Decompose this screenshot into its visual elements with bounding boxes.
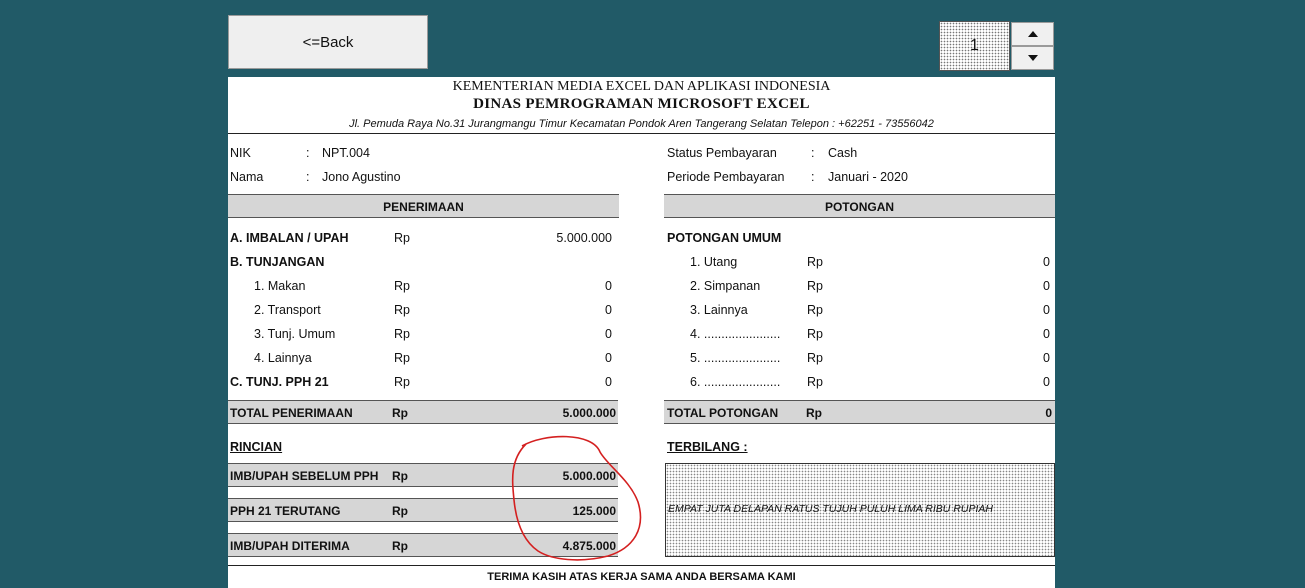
tunjangan-label: B. TUNJANGAN bbox=[230, 255, 325, 269]
lainnya-label: 4. Lainnya bbox=[254, 351, 312, 365]
annotation-circle bbox=[500, 430, 650, 565]
currency-label: Rp bbox=[394, 327, 410, 341]
arrow-down-icon bbox=[1028, 55, 1038, 61]
periode-label: Periode Pembayaran bbox=[667, 170, 785, 184]
page-number-field[interactable]: 1 bbox=[939, 21, 1010, 71]
terbilang-text: EMPAT JUTA DELAPAN RATUS TUJUH PULUH LIMA RIBU RUPIAH bbox=[668, 503, 993, 515]
currency-label: Rp bbox=[394, 279, 410, 293]
terbilang-box bbox=[665, 463, 1055, 557]
sebelum-pph-label: IMB/UPAH SEBELUM PPH bbox=[230, 469, 379, 483]
currency-label: Rp bbox=[392, 504, 408, 518]
currency-label: Rp bbox=[394, 375, 410, 389]
total-potongan-value: 0 bbox=[1045, 406, 1052, 420]
potongan-umum-label: POTONGAN UMUM bbox=[667, 231, 782, 245]
currency-label: Rp bbox=[392, 469, 408, 483]
potongan-item-6-label: 6. ...................... bbox=[690, 375, 781, 389]
colon: : bbox=[811, 146, 815, 160]
lainnya-value: 0 bbox=[605, 351, 612, 365]
potongan-lainnya-value: 0 bbox=[1043, 303, 1050, 317]
nama-value: Jono Agustino bbox=[322, 170, 401, 184]
currency-label: Rp bbox=[394, 303, 410, 317]
penerimaan-header bbox=[228, 194, 619, 218]
status-value: Cash bbox=[828, 146, 858, 160]
spin-down-button[interactable] bbox=[1011, 46, 1054, 70]
colon: : bbox=[811, 170, 815, 184]
nik-value: NPT.004 bbox=[322, 146, 370, 160]
potongan-item-5-label: 5. ...................... bbox=[690, 351, 781, 365]
simpanan-value: 0 bbox=[1043, 279, 1050, 293]
makan-label: 1. Makan bbox=[254, 279, 306, 293]
tunj-pph-value: 0 bbox=[605, 375, 612, 389]
total-potongan-label: TOTAL POTONGAN bbox=[667, 406, 779, 420]
arrow-up-icon bbox=[1028, 31, 1038, 37]
currency-label: Rp bbox=[392, 406, 408, 420]
agency-address: Jl. Pemuda Raya No.31 Jurangmangu Timur Kecamatan Pondok Aren Tangerang Selatan Telepon : +62251 - 73556042 bbox=[349, 118, 934, 130]
agency-title: DINAS PEMROGRAMAN MICROSOFT EXCEL bbox=[473, 96, 810, 112]
footer-text: TERIMA KASIH ATAS KERJA SAMA ANDA BERSAMA KAMI bbox=[487, 571, 796, 583]
total-penerimaan-row bbox=[228, 400, 618, 424]
tunj-pph-label: C. TUNJ. PPH 21 bbox=[230, 375, 329, 389]
currency-label: Rp bbox=[806, 406, 822, 420]
total-penerimaan-label: TOTAL PENERIMAAN bbox=[230, 406, 353, 420]
header-divider bbox=[228, 133, 1055, 134]
terbilang-title: TERBILANG : bbox=[667, 440, 748, 454]
colon: : bbox=[306, 170, 310, 184]
transport-label: 2. Transport bbox=[254, 303, 321, 317]
sebelum-pph-value: 5.000.000 bbox=[562, 469, 616, 483]
footer-divider bbox=[228, 565, 1055, 566]
potongan-item-6-value: 0 bbox=[1043, 375, 1050, 389]
imbalan-value: 5.000.000 bbox=[556, 231, 612, 245]
colon: : bbox=[306, 146, 310, 160]
currency-label: Rp bbox=[394, 231, 410, 245]
potongan-title: POTONGAN bbox=[824, 200, 895, 214]
status-label: Status Pembayaran bbox=[667, 146, 777, 160]
spin-up-button[interactable] bbox=[1011, 22, 1054, 46]
currency-label: Rp bbox=[394, 351, 410, 365]
utang-label: 1. Utang bbox=[690, 255, 738, 269]
transport-value: 0 bbox=[605, 303, 612, 317]
makan-value: 0 bbox=[605, 279, 612, 293]
diterima-label: IMB/UPAH DITERIMA bbox=[230, 539, 350, 553]
currency-label: Rp bbox=[807, 303, 823, 317]
currency-label: Rp bbox=[392, 539, 408, 553]
total-penerimaan-value: 5.000.000 bbox=[562, 406, 616, 420]
back-button[interactable]: <=Back bbox=[228, 15, 428, 69]
simpanan-label: 2. Simpanan bbox=[690, 279, 761, 293]
tunj-umum-value: 0 bbox=[605, 327, 612, 341]
utang-value: 0 bbox=[1043, 255, 1050, 269]
annotation-stroke bbox=[513, 437, 641, 560]
currency-label: Rp bbox=[807, 351, 823, 365]
imbalan-label: A. IMBALAN / UPAH bbox=[230, 231, 349, 245]
periode-value: Januari - 2020 bbox=[828, 170, 908, 184]
currency-label: Rp bbox=[807, 279, 823, 293]
tunj-umum-label: 3. Tunj. Umum bbox=[254, 327, 336, 341]
currency-label: Rp bbox=[807, 327, 823, 341]
pph-terutang-value: 125.000 bbox=[572, 504, 616, 518]
nik-label: NIK bbox=[230, 146, 251, 160]
potongan-lainnya-label: 3. Lainnya bbox=[690, 303, 748, 317]
nama-label: Nama bbox=[230, 170, 264, 184]
diterima-value: 4.875.000 bbox=[562, 539, 616, 553]
rincian-title: RINCIAN bbox=[230, 440, 283, 454]
currency-label: Rp bbox=[807, 255, 823, 269]
potongan-item-4-value: 0 bbox=[1043, 327, 1050, 341]
total-potongan-row bbox=[664, 400, 1055, 424]
currency-label: Rp bbox=[807, 375, 823, 389]
ministry-title: KEMENTERIAN MEDIA EXCEL DAN APLIKASI INDONESIA bbox=[452, 79, 831, 94]
potongan-header bbox=[664, 194, 1055, 218]
penerimaan-title: PENERIMAAN bbox=[383, 200, 464, 214]
pph-terutang-label: PPH 21 TERUTANG bbox=[230, 504, 341, 518]
potongan-item-5-value: 0 bbox=[1043, 351, 1050, 365]
potongan-item-4-label: 4. ...................... bbox=[690, 327, 781, 341]
